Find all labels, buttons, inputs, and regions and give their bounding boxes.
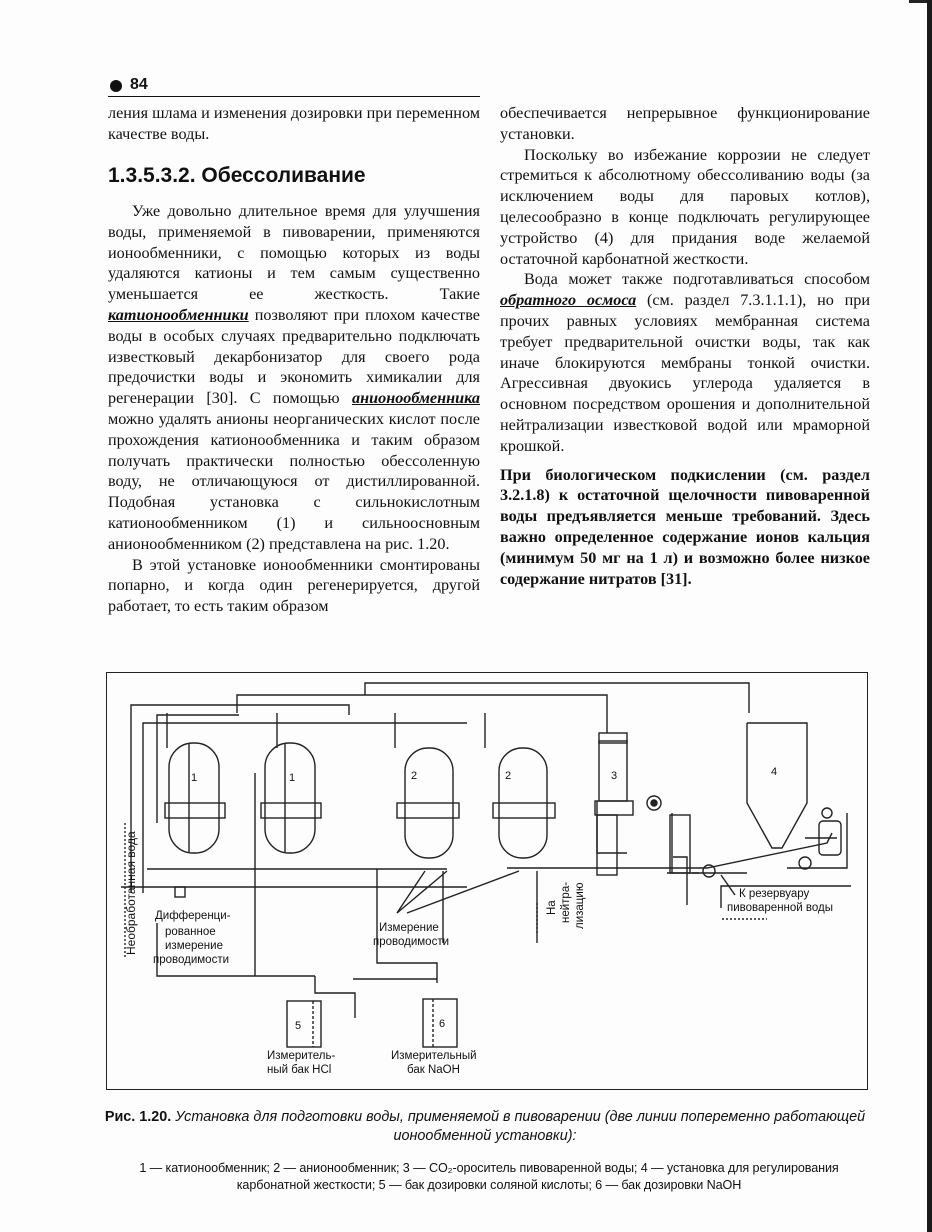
cation-exchanger-1	[165, 743, 225, 853]
text-run: (см. раздел 7.3.1.1.1), но при прочих равных условиях мембранная система требует предварительной очистки воды, так как иначе блокируются мембраны тонкой очистки. Агрессивная двуокись углерода удаляется в основном посредством орошения и дополнительной нейтрализации известковой водой или мраморной крошкой.	[500, 291, 871, 455]
keyword-anion-exchanger: анионообменника	[352, 389, 480, 408]
vessel-label-1b: 1	[289, 772, 296, 784]
text-run: Вода может также подготавливаться способом	[524, 270, 870, 289]
label-neut-1: На	[546, 900, 558, 915]
label-cond-1: Измерение	[379, 922, 439, 934]
water-treatment-diagram	[107, 673, 869, 1091]
label-reservoir-2: пивоваренной воды	[727, 902, 834, 914]
pump-1	[703, 865, 715, 877]
caption-label: Рис. 1.20.	[104, 1109, 172, 1125]
left-column-top	[108, 103, 480, 145]
vessel-label-4: 4	[771, 766, 778, 778]
keyword-cation-exchanger: катионообменники	[108, 305, 249, 324]
paragraph-5-bold: При биологическом подкислении (см. раздел 3.2.1.8) к остаточной щелочности пивоваренной воды предъявляется меньше требований. Здесь важно определенное содержание ионов кальция (минимум 50 мг на 1 л) и возможно более низкое содержание нитратов [31].	[500, 465, 870, 588]
text-run: Уже довольно длительное время для улучшения воды, применяемой в пивоварении, применяются ионообменники, с помощью которых из воды удаляются катионы и тем самым существенно уменьшается ее жесткость. Такие	[108, 202, 480, 304]
caption-text: Установка для подготовки воды, применяемой в пивоварении (две линии попеременно работающей ионообменной установки):	[175, 1109, 866, 1144]
carbonate-hardness-unit	[747, 723, 841, 855]
label-diff-1: Дифференци-	[155, 910, 231, 922]
anion-exchanger-2	[493, 748, 555, 858]
label-neut-2: нейтра-	[560, 881, 572, 923]
scan-corner-mark	[909, 0, 927, 3]
paragraph-1	[108, 201, 480, 555]
paragraph-4	[500, 269, 870, 456]
label-diff-4: проводимости	[153, 954, 230, 966]
paragraph-2: В этой установке ионообменники смонтированы попарно, и когда один регенерируется, другой работает, то есть таким образом	[108, 555, 480, 616]
anion-exchanger-1	[397, 748, 459, 858]
vessel-label-5: 5	[295, 1020, 302, 1032]
naoh-tank	[423, 999, 457, 1047]
paragraph-continued: ления шлама и изменения дозировки при переменном качестве воды.	[108, 104, 480, 143]
label-cond-2: проводимости	[373, 936, 450, 948]
label-hcl-1: Измеритель-	[267, 1050, 336, 1062]
label-untreated-water: Необработанная вода	[124, 831, 138, 955]
paragraph-continued-right: обеспечивается непрерывное функционирование установки.	[500, 104, 870, 143]
label-diff-2: рованное	[165, 926, 216, 938]
cation-exchanger-2	[261, 743, 321, 853]
co2-sprayer	[595, 733, 661, 875]
label-naoh-2: бак NaOH	[407, 1064, 460, 1076]
paragraph-3: Поскольку во избежание коррозии не следует стремиться к абсолютному обессоливанию воды (за исключением воды для паровых котлов), целесообразно в конце подключать регулирующее устройство (4) для придания воде желаемой остаточной карбонатной жесткости.	[500, 145, 870, 268]
left-column-body	[108, 201, 480, 617]
label-neut-3: лизацию	[574, 882, 586, 929]
pipework	[121, 683, 851, 1018]
figure-frame	[106, 672, 868, 1090]
conductivity-sensor	[175, 887, 185, 897]
right-column-body	[500, 103, 870, 589]
section-title: 1.3.5.3.2. Обессоливание	[108, 164, 366, 187]
vessel-label-2a: 2	[411, 770, 418, 782]
label-hcl-2: ный бак HCl	[267, 1064, 332, 1076]
text-run: позволяют при плохом качестве воды в особых случаях предварительно подключать известковый декарбонизатор для своего рода предочистки воды и экономить химикалии для регенерации [30]. С помощью	[108, 305, 480, 408]
label-diff-3: измерение	[165, 940, 223, 952]
keyword-reverse-osmosis: обратного осмоса	[500, 291, 637, 310]
vessel-label-3: 3	[611, 770, 618, 782]
label-naoh-1: Измерительный	[391, 1050, 477, 1062]
vessel-label-1a: 1	[191, 772, 198, 784]
hcl-tank	[287, 1001, 321, 1047]
scan-edge	[927, 0, 932, 1232]
figure-legend: 1 — катионообменник; 2 — анионообменник; 3 — CO₂-ороситель пивоваренной воды; 4 — установка для регулирования карбонатной жесткости; 5 — бак дозировки соляной кислоты; 6 — бак дозировки NaOH	[139, 1161, 839, 1192]
figure-caption	[100, 1108, 870, 1146]
page-header	[108, 78, 480, 97]
vessel-label-6: 6	[439, 1018, 446, 1030]
page-number: 84	[130, 76, 148, 93]
text-run: можно удалять анионы неорганических кислот после прохождения катионообменника и таким образом получать практически полностью обессоленную воду, не отличающуюся от дистиллированной. Подобная установка с сильнокислотным катионообменником (1) и сильноосновным анионообменником (2) представлена на рис. 1.20.	[108, 409, 480, 553]
pump-2	[799, 857, 811, 869]
vessel-label-2b: 2	[505, 770, 512, 782]
label-reservoir-1: К резервуару	[739, 888, 810, 900]
bullet-icon	[110, 80, 122, 92]
